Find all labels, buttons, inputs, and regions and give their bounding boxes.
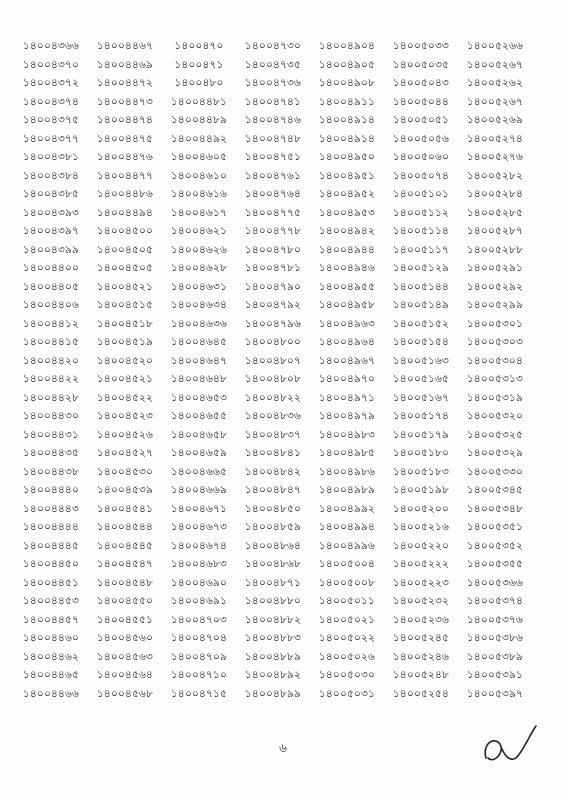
table-cell: ১৪০০৪৩৯৭: [22, 225, 80, 237]
table-cell: ১৪০০৫৩৩০: [466, 465, 524, 478]
table-cell: ১৪০০৪৩৭৭: [22, 132, 80, 145]
table-cell: ১৪০০৪৫৬৮: [96, 687, 154, 700]
table-cell: ১৪০০৪৮৫০: [244, 502, 302, 515]
table-cell: ১৪০০৪৪৬০: [22, 632, 80, 644]
table-cell: ১৪০০৪৫৩৯: [96, 484, 154, 496]
table-cell: ১৪০০৪৬৮৩: [170, 558, 228, 570]
table-cell: ১৪০০৫১৫২: [392, 317, 450, 330]
handwritten-signature: [480, 722, 540, 774]
table-cell: ১৪০০৪৬৬৫: [170, 465, 228, 478]
table-cell: ১৪০০৫২৮৪: [466, 188, 524, 200]
table-cell: ১৪০০৪৯৯৪: [318, 521, 376, 533]
table-cell: ১৪০০৫৩৮৯: [466, 650, 524, 663]
table-cell: ১৪০০৫১৪৯: [392, 299, 450, 311]
table-cell: ১৪০০৫২৬৯: [466, 114, 524, 126]
table-cell: ১৪০০৫২৪৮: [392, 669, 450, 681]
table-cell: ১৪০০৪৬৩৪: [170, 299, 228, 311]
table-cell: ১৪০০৫২১৬: [392, 521, 450, 533]
table-cell: ১৪০০৪৪৭২: [96, 77, 154, 89]
table-cell: ১৪০০৫৩১৩: [466, 373, 524, 385]
table-cell: ১৪০০৪৪৬৭: [96, 40, 154, 52]
table-cell: ১৪০০৫৩৭৬: [466, 613, 524, 626]
table-cell: ১৪০০৪৯৯৬: [318, 539, 376, 552]
table-cell: ১৪০০৫৩০১: [466, 317, 524, 330]
table-cell: ১৪০০৪৫২১: [96, 280, 154, 293]
table-cell: ১৪০০৫০৫১: [392, 114, 450, 126]
table-cell: ১৪০০৫২৮২: [466, 169, 524, 182]
table-cell: ১৪০০৫০৩৩: [392, 40, 450, 52]
table-cell: ১৪০০৪৭১: [174, 58, 224, 71]
table-cell: ১৪০০৪৪৫০: [22, 558, 80, 570]
table-cell: ১৪০০৪৭৪৬: [244, 114, 302, 126]
table-cell: ১৪০০৪৩৭৫: [22, 114, 80, 126]
table-cell: ১৪০০৪৭০৪: [170, 632, 228, 644]
table-cell: ১৪০০৪৯৭৯: [318, 410, 376, 422]
table-cell: ১৪০০৪৩৮১: [22, 151, 80, 163]
table-cell: ১৪০০৪৯৪২: [318, 225, 376, 237]
table-cell: ১৪০০৪৪৬৯: [96, 58, 154, 71]
table-cell: ১৪০০৪৫২২: [96, 391, 154, 404]
table-cell: ১৪০০৪৪৬২: [22, 650, 80, 663]
table-cell: ১৪০০৪৫১৯: [96, 336, 154, 348]
table-cell: ১৪০০৪৭৯২: [244, 299, 302, 311]
table-cell: ১৪০০৪৪২২: [22, 373, 80, 385]
table-cell: ১৪০০৪৪৬৫: [22, 669, 80, 681]
table-cell: ১৪০০৫২৯১: [466, 262, 524, 274]
table-cell: ১৪০০৪৪৪৫: [22, 539, 80, 552]
table-cell: ১৪০০৫৩৮৬: [466, 632, 524, 644]
table-cell: ১৪০০৪৪৪৩: [22, 502, 80, 515]
table-cell: ১৪০০৪৫০৫: [96, 262, 154, 274]
table-cell: ১৪০০৪৬৪৮: [170, 373, 228, 385]
table-cell: ১৪০০৪৭৩৬: [244, 77, 302, 89]
table-cell: ১৪০০৪৭৬৪: [244, 188, 302, 200]
table-cell: ১৪০০৪৪০৬: [22, 299, 80, 311]
table-cell: ১৪০০৪৪২০: [22, 354, 80, 367]
table-cell: ১৪০০৪৯৬৩: [318, 317, 376, 330]
table-cell: ১৪০০৫২৫৪: [392, 687, 450, 700]
table-cell: ১৪০০৫২৩৬: [392, 613, 450, 626]
table-cell: ১৪০০৪৪৬৬: [22, 687, 80, 700]
table-cell: ১৪০০৫১১৭: [392, 243, 450, 256]
table-cell: ১৪০০৪৯৮৯: [318, 484, 376, 496]
table-cell: ১৪০০৪৮০৮: [244, 373, 302, 385]
table-cell: ১৪০০৫২৮৭: [466, 225, 524, 237]
table-cell: ১৪০০৪৬৫৩: [170, 391, 228, 404]
table-cell: ১৪০০৪৯৫২: [318, 188, 376, 200]
table-cell: ১৪০০৫০০৪: [318, 558, 376, 570]
table-cell: ১৪০০৪৩৬৬: [22, 40, 80, 52]
table-cell: ১৪০০৪৮৩৭: [244, 428, 302, 441]
table-cell: ১৪০০৪৬৯০: [170, 576, 228, 589]
table-cell: ১৪০০৪৩৭৪: [22, 95, 80, 108]
table-cell: ১৪০০৪৯০৪: [318, 40, 376, 52]
table-cell: ১৪০০৪৬১০: [170, 169, 228, 182]
table-cell: ১৪০০৪৯৭০: [318, 373, 376, 385]
table-cell: ১৪০০৪৫৪৭: [96, 558, 154, 570]
table-cell: ১৪০০৪৮২২: [244, 391, 302, 404]
table-cell: ১৪০০৪৩৯৯: [22, 243, 80, 256]
table-cell: ১৪০০৪৫৩০: [96, 465, 154, 478]
table-cell: ১৪০০৪৭০৯: [170, 650, 228, 663]
table-cell: ১৪০০৪৮৮২: [244, 613, 302, 626]
table-cell: ১৪০০৪৯৪৬: [318, 262, 376, 274]
table-cell: ১৪০০৫০২৬: [318, 650, 376, 663]
table-cell: ১৪০০৪৮৬৪: [244, 539, 302, 552]
table-cell: ১৪০০৫০১১: [318, 595, 376, 607]
table-cell: ১৪০০৪৪০৫: [22, 280, 80, 293]
table-cell: ১৪০০৪৭৪৮: [244, 132, 302, 145]
table-cell: ১৪০০৪৪৮৬: [96, 188, 154, 200]
table-cell: ১৪০০৪৯৮৫: [318, 447, 376, 459]
table-cell: ১৪০০৫০৩৫: [392, 58, 450, 71]
table-cell: ১৪০০৫২৭৪: [466, 132, 524, 145]
table-cell: ১৪০০৪৯৫৮: [318, 299, 376, 311]
table-cell: ১৪০০৪৮৪২: [244, 465, 302, 478]
table-cell: ১৪০০৫২২২: [392, 558, 450, 570]
table-cell: ১৪০০৫২৯২: [466, 280, 524, 293]
table-cell: ১৪০০৪৬১৭: [170, 206, 228, 219]
table-cell: ১৪০০৫০৬০: [392, 151, 450, 163]
table-cell: ১৪০০৫১০১: [392, 188, 450, 200]
table-cell: ১৪০০৪৮৯২: [244, 669, 302, 681]
table-cell: ১৪০০৫১৯৮: [392, 484, 450, 496]
table-cell: ১৪০০৪৫৪৪: [96, 521, 154, 533]
table-cell: ১৪০০৪৪৫৩: [22, 595, 80, 607]
table-cell: ১৪০০৪৮৬৮: [244, 558, 302, 570]
table-cell: ১৪০০৪৬০৫: [170, 151, 228, 163]
table-cell: ১৪০০৪৫৫০: [96, 595, 154, 607]
table-cell: ১৪০০৪৪৭৪: [96, 114, 154, 126]
table-cell: ১৪০০৫১৬৫: [392, 373, 450, 385]
table-cell: ১৪০০৪৪৩৫: [22, 447, 80, 459]
table-cell: ১৪০০৪৮৪১: [244, 447, 302, 459]
table-cell: ১৪০০৪৬৩১: [170, 280, 228, 293]
table-cell: ১৪০০৫৩৯১: [466, 669, 524, 681]
table-cell: ১৪০০৫২০০: [392, 502, 450, 515]
table-cell: ১৪০০৪৫১৫: [96, 299, 154, 311]
table-cell: ১৪০০৫৩৭৪: [466, 595, 524, 607]
table-cell: ১৪০০৪৫২৭: [96, 447, 154, 459]
table-cell: ১৪০০৫২৩২: [392, 595, 450, 607]
table-cell: ১৪০০৪৯৭১: [318, 391, 376, 404]
table-cell: ১৪০০৫৩২৫: [466, 428, 524, 441]
table-cell: ১৪০০৫৩০৪: [466, 354, 524, 367]
table-cell: ১৪০০৪৬৭৩: [170, 521, 228, 533]
table-cell: ১৪০০৫০৭৪: [392, 169, 450, 182]
table-cell: ১৪০০৫২২৩: [392, 576, 450, 589]
table-cell: ১৪০০৪৯১৪: [318, 114, 376, 126]
table-cell: ১৪০০৪৬১৬: [170, 188, 228, 200]
table-cell: ১৪০০৫০৫৬: [392, 132, 450, 145]
table-cell: ১৪০০৪৪০০: [22, 262, 80, 274]
table-cell: ১৪০০৪৬৪৭: [170, 354, 228, 367]
table-cell: ১৪০০৪৬৬৯: [170, 484, 228, 496]
table-cell: ১৪০০৪৪৩৮: [22, 465, 80, 478]
table-cell: ১৪০০৪৫২১: [96, 373, 154, 385]
table-cell: ১৪০০৪৫৪১: [96, 502, 154, 515]
table-cell: ১৪০০৪৪৭৬: [96, 151, 154, 163]
table-cell: ১৪০০৪৩৯৩: [22, 206, 80, 219]
table-cell: ১৪০০৫১৬৭: [392, 391, 450, 404]
table-cell: ১৪০০৫৩৬৬: [466, 576, 524, 589]
table-cell: ১৪০০৫০০৮: [318, 576, 376, 589]
table-cell: ১৪০০৪৭৩০: [244, 40, 302, 52]
table-cell: ১৪০০৪৬৫৯: [170, 447, 228, 459]
table-cell: ১৪০০৪৭৪১: [244, 95, 302, 108]
table-cell: ১৪০০৫১১২: [392, 206, 450, 219]
table-cell: ১৪০০৪৬২১: [170, 225, 228, 237]
table-cell: ১৪০০৫৩২০: [466, 410, 524, 422]
table-cell: ১৪০০৪৬৭৪: [170, 539, 228, 552]
table-cell: ১৪০০৫১৫৪: [392, 336, 450, 348]
table-cell: ১৪০০৪৭৭৮: [244, 225, 302, 237]
table-cell: ১৪০০৪৮৩৬: [244, 410, 302, 422]
table-cell: ১৪০০৪৭৫১: [244, 151, 302, 163]
table-cell: ১৪০০৪৪৯২: [170, 132, 228, 145]
table-cell: ১৪০০৪৭৯৬: [244, 317, 302, 330]
table-cell: ১৪০০৪৪৩০: [22, 410, 80, 422]
page-number: ৬: [279, 741, 287, 755]
table-cell: ১৪০০৫০৩১: [318, 687, 376, 700]
table-cell: ১৪০০৫২৬৭: [466, 58, 524, 71]
table-cell: ১৪০০৪৮৯৯: [244, 687, 302, 700]
table-cell: ১৪০০৪৬৫৮: [170, 428, 228, 441]
table-cell: ১৪০০৪৭০: [174, 40, 224, 52]
table-cell: ১৪০০৪৯৯২: [318, 502, 376, 515]
table-cell: ১৪০০৪৫৬০: [96, 632, 154, 644]
table-cell: ১৪০০৫৩১৯: [466, 391, 524, 404]
table-cell: ১৪০০৪৮০৭: [244, 354, 302, 367]
table-cell: ১৪০০৫৩৪৮: [466, 502, 524, 515]
table-cell: ১৪০০৪৩৭২: [22, 77, 80, 89]
table-cell: ১৪০০৫১৭৪: [392, 410, 450, 422]
table-cell: ১৪০০৫২২০: [392, 539, 450, 552]
table-cell: ১৪০০৫৩৯৭: [466, 687, 524, 700]
table-cell: ১৪০০৪৬৯১: [170, 595, 228, 607]
table-cell: ১৪০০৪৫২৩: [96, 410, 154, 422]
table-cell: ১৪০০৪৪১৫: [22, 336, 80, 348]
table-cell: ১৪০০৪৬৫৫: [170, 410, 228, 422]
table-cell: ১৪০০৫০২১: [318, 613, 376, 626]
table-cell: ১৪০০৫১৪৪: [392, 280, 450, 293]
table-cell: ১৪০০৪৮০০: [244, 336, 302, 348]
table-cell: ১৪০০৫১২৯: [392, 262, 450, 274]
table-cell: ১৪০০৪৭৭৫: [244, 206, 302, 219]
table-cell: ১৪০০৪৭১৫: [170, 687, 228, 700]
table-cell: ১৪০০৪৩৮৫: [22, 188, 80, 200]
table-cell: ১৪০০৪৪৪০: [22, 484, 80, 496]
table-cell: ১৪০০৫২৮৮: [466, 243, 524, 256]
table-cell: ১৪০০৪৪৩১: [22, 428, 80, 441]
table-cell: ১৪০০৪৫৫১: [96, 613, 154, 626]
table-cell: ১৪০০৫৩৫৫: [466, 558, 524, 570]
table-cell: ১৪০০৪৮০: [174, 77, 224, 89]
table-cell: ১৪০০৪৪৭৭: [96, 169, 154, 182]
table-cell: ১৪০০৫২৮৫: [466, 206, 524, 219]
table-cell: ১৪০০৪৭৯০: [244, 280, 302, 293]
table-cell: ১৪০০৫২৯৯: [466, 299, 524, 311]
table-cell: ১৪০০৫১১৪: [392, 225, 450, 237]
table-cell: ১৪০০৪৫০৫: [96, 243, 154, 256]
table-cell: ১৪০০৪৩৭০: [22, 58, 80, 71]
table-cell: ১৪০০৫২৭৬: [466, 151, 524, 163]
table-cell: ১৪০০৪৬২৮: [170, 262, 228, 274]
table-cell: ১৪০০৪৭০৩: [170, 613, 228, 626]
table-cell: ১৪০০৪৮৭১: [244, 576, 302, 589]
table-cell: ১৪০০৪৫২০: [96, 354, 154, 367]
table-cell: ১৪০০৪৪৮৯: [170, 114, 228, 126]
table-cell: ১৪০০৪৯৫৫: [318, 280, 376, 293]
table-cell: ১৪০০৪৭১০: [170, 669, 228, 681]
table-cell: ১৪০০৪৮৫৯: [244, 521, 302, 533]
table-cell: ১৪০০৪৪৯৪: [96, 206, 154, 219]
table-cell: ১৪০০৫০২২: [318, 632, 376, 644]
table-cell: ১৪০০৪৯০৫: [318, 58, 376, 71]
table-cell: ১৪০০৫৩৫২: [466, 539, 524, 552]
table-cell: ১৪০০৪৮৮০: [244, 595, 302, 607]
table-cell: ১৪০০৫২৪৫: [392, 632, 450, 644]
table-cell: ১৪০০৪৯৫১: [318, 169, 376, 182]
table-cell: ১৪০০৪৪৫৭: [22, 613, 80, 626]
table-cell: ১৪০০৫০৪৩: [392, 77, 450, 89]
table-cell: ১৪০০৫২৪৬: [392, 650, 450, 663]
table-cell: ১৪০০৫৩২৯: [466, 447, 524, 459]
table-cell: ১৪০০৪৯৬৪: [318, 336, 376, 348]
table-cell: ১৪০০৪৪৮১: [170, 95, 228, 108]
roll-number-table: [14, 37, 554, 703]
table-cell: ১৪০০৪৯৮৩: [318, 428, 376, 441]
table-cell: ১৪০০৪৪৭৩: [96, 95, 154, 108]
table-cell: ১৪০০৪৪৪৪: [22, 521, 80, 533]
table-cell: ১৪০০৪৫৬৪: [96, 669, 154, 681]
table-cell: ১৪০০৪৫৪৫: [96, 539, 154, 552]
table-cell: ১৪০০৪৯৪৪: [318, 243, 376, 256]
table-cell: ১৪০০৪৯৬৭: [318, 354, 376, 367]
table-cell: ১৪০০৪৭৮০: [244, 243, 302, 256]
table-cell: ১৪০০৪৫০০: [96, 225, 154, 237]
table-cell: ১৪০০৪৬২৬: [170, 243, 228, 256]
table-cell: ১৪০০৫৩৪৫: [466, 484, 524, 496]
table-cell: ১৪০০৪৭৮১: [244, 262, 302, 274]
table-cell: ১৪০০৪৬৩৬: [170, 317, 228, 330]
table-cell: ১৪০০৫৩৫১: [466, 521, 524, 533]
table-cell: ১৪০০৪৫১৮: [96, 317, 154, 330]
table-cell: ১৪০০৪৪৭৫: [96, 132, 154, 145]
table-cell: ১৪০০৫১৮০: [392, 447, 450, 459]
table-cell: ১৪০০৪৩৮৪: [22, 169, 80, 182]
table-cell: ১৪০০৫১৬৩: [392, 354, 450, 367]
table-cell: ১৪০০৪৯১১: [318, 95, 376, 108]
table-cell: ১৪০০৪৭৩৫: [244, 58, 302, 71]
table-cell: ১৪০০৫২৬৬: [466, 40, 524, 52]
table-cell: ১৪০০৫২৬৭: [466, 95, 524, 108]
table-cell: ১৪০০৪৪৫১: [22, 576, 80, 589]
table-cell: ১৪০০৫১৭৯: [392, 428, 450, 441]
table-cell: ১৪০০৪৮৪৭: [244, 484, 302, 496]
table-cell: ১৪০০৪৮৮৯: [244, 650, 302, 663]
table-cell: ১৪০০৫২৬২: [466, 77, 524, 89]
table-cell: ১৪০০৪৪১২: [22, 317, 80, 330]
table-cell: ১৪০০৪৫৬৩: [96, 650, 154, 663]
table-cell: ১৪০০৪৬৪৫: [170, 336, 228, 348]
table-cell: ১৪০০৪৫৪৮: [96, 576, 154, 589]
table-cell: ১৪০০৫০৪৪: [392, 95, 450, 108]
table-cell: ১৪০০৪৯১৪: [318, 132, 376, 145]
table-cell: ১৪০০৪৯৫৩: [318, 206, 376, 219]
table-cell: ১৪০০৪৫২৬: [96, 428, 154, 441]
table-cell: ১৪০০৫১৮৩: [392, 465, 450, 478]
table-cell: ১৪০০৫০৩০: [318, 669, 376, 681]
table-cell: ১৪০০৪৭৬১: [244, 169, 302, 182]
table-cell: ১৪০০৪৯৮৬: [318, 465, 376, 478]
table-cell: ১৪০০৪৮৮৩: [244, 632, 302, 644]
table-cell: ১৪০০৫৩০৩: [466, 336, 524, 348]
table-cell: ১৪০০৪৬৭১: [170, 502, 228, 515]
table-cell: ১৪০০৪৯০৮: [318, 77, 376, 89]
table-cell: ১৪০০৪৯৫০: [318, 151, 376, 163]
table-cell: ১৪০০৪৪২৮: [22, 391, 80, 404]
